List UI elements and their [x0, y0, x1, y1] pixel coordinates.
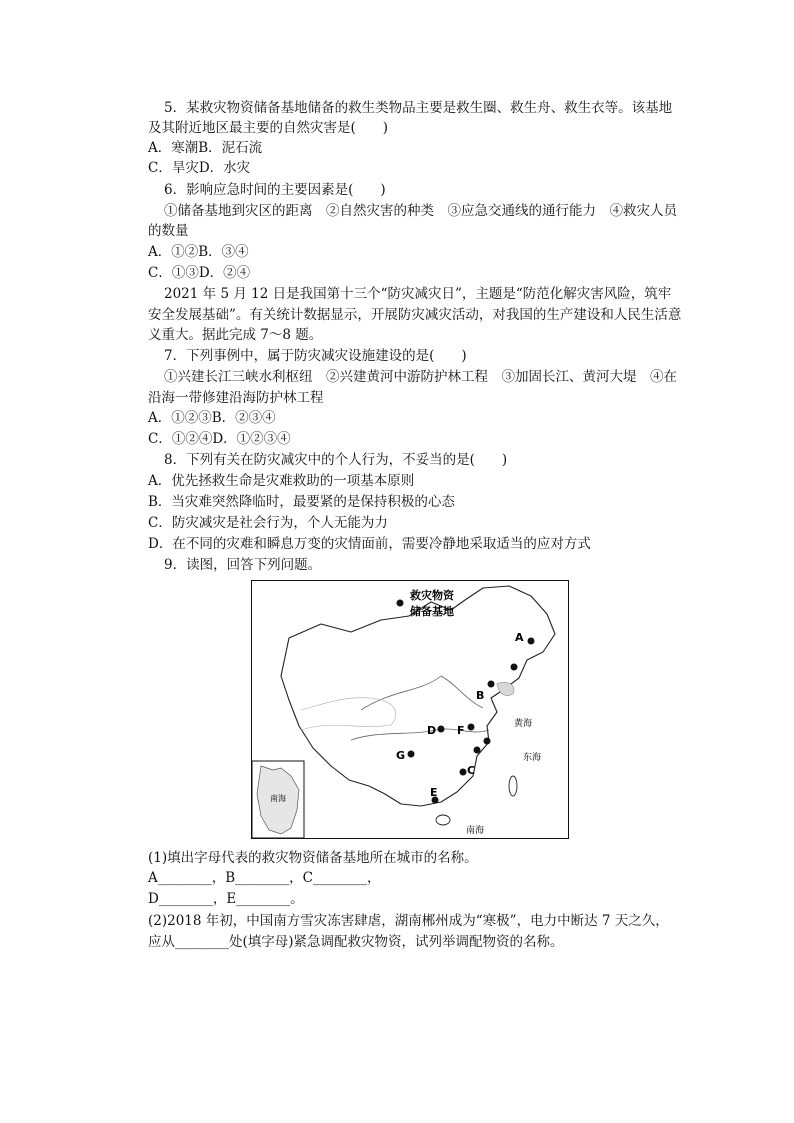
q6-options-cd: C．①③D．②④ — [148, 265, 251, 281]
site-unlabeled-central-dot — [474, 747, 481, 754]
q9-part2-line1: (2)2018 年初，中国南方雪灾冻害肆虐，湖南郴州成为“寒极”，电力中断达 7 天之久， — [148, 913, 669, 929]
q7-options-cd: C．①②④D．①②③④ — [148, 431, 291, 447]
q5-stem-line1: 5．某救灾物资储备基地储备的救生类物品主要是救生圈、救生舟、救生衣等。该基地 — [164, 100, 673, 116]
q7-options-ab: A．①②③B．②③④ — [148, 410, 276, 426]
site-d-label: D — [427, 724, 437, 737]
site-b-dot — [488, 681, 495, 688]
q7-items-line1: ①兴建长江三峡水利枢纽 ②兴建黄河中游防护林工程 ③加固长江、黄河大堤 ④在 — [164, 369, 677, 385]
q9-part2-line2: 应从________处(填字母)紧急调配救灾物资，试列举调配物资的名称。 — [148, 934, 564, 950]
passage-line2: 安全发展基础”。有关统计数据显示，开展防灾减灾活动，对我国的生产建设和人民生活意 — [148, 307, 682, 323]
nanhai-label: 南海 — [466, 826, 485, 836]
legend-label-line1: 救灾物资 — [410, 589, 454, 602]
site-unlabeled-east-dot — [484, 738, 491, 745]
q7-items-line2: 沿海一带修建沿海防护林工程 — [148, 390, 324, 406]
legend-dot — [397, 600, 404, 607]
site-d-dot — [438, 726, 445, 733]
site-c-dot — [460, 769, 467, 776]
site-f-label: F — [457, 724, 465, 737]
q6-stem: 6．影响应急时间的主要因素是( ) — [164, 182, 386, 198]
donghai-label: 东海 — [523, 753, 542, 763]
site-g-dot — [408, 751, 415, 758]
china-map-figure — [251, 580, 569, 839]
q8-option-d: D．在不同的灾难和瞬息万变的灾情面前，需要冷静地采取适当的应对方式 — [148, 536, 591, 552]
q8-option-b: B．当灾难突然降临时，最要紧的是保持积极的心态 — [148, 494, 455, 510]
site-unlabeled-ne-dot — [511, 664, 518, 671]
q5-options-cd: C．旱灾D．水灾 — [148, 160, 251, 176]
site-e-label: E — [430, 786, 438, 799]
taiwan-island — [509, 776, 517, 796]
q8-stem: 8．下列有关在防灾减灾中的个人行为，不妥当的是( ) — [164, 452, 508, 468]
q8-option-a: A．优先拯救生命是灾难救助的一项基本原则 — [148, 473, 415, 489]
q6-options-ab: A．①②B．③④ — [148, 244, 249, 260]
site-a-dot — [528, 638, 535, 645]
legend-label-line2: 储备基地 — [410, 605, 454, 618]
passage-line3: 义重大。据此完成 7～8 题。 — [148, 327, 323, 343]
q8-option-c: C．防灾减灾是社会行为，个人无能为力 — [148, 515, 388, 531]
huanghai-label: 黄海 — [514, 719, 533, 729]
site-a-label: A — [515, 631, 524, 644]
q7-stem: 7．下列事例中，属于防灾减灾设施建设的是( ) — [164, 348, 467, 364]
q5-stem-line2: 及其附近地区最主要的自然灾害是( ) — [148, 120, 389, 136]
q9-part1-answer-line2: D________，E________。 — [148, 891, 304, 907]
q9-stem: 9．读图，回答下列问题。 — [164, 557, 322, 573]
q6-items-line1: ①储备基地到灾区的距离 ②自然灾害的种类 ③应急交通线的通行能力 ④救灾人员 — [164, 203, 677, 219]
site-g-label: G — [396, 749, 406, 762]
site-c-label: C — [467, 764, 476, 777]
site-f-dot — [468, 724, 475, 731]
q9-part1-stem: (1)填出字母代表的救灾物资储备基地所在城市的名称。 — [148, 850, 478, 866]
q6-items-line2: 的数量 — [148, 223, 189, 239]
china-map-svg — [251, 580, 569, 839]
q5-options-ab: A．寒潮B．泥石流 — [148, 140, 263, 156]
passage-line1: 2021 年 5 月 12 日是我国第十三个“防灾减灾日”，主题是“防范化解灾害风险，筑牢 — [164, 286, 672, 302]
hainan-island — [436, 815, 450, 825]
inset-nanhai-label: 南海 — [270, 794, 286, 803]
q9-part1-answer-line1: A________，B________，C________， — [148, 870, 381, 886]
site-b-label: B — [476, 689, 485, 702]
